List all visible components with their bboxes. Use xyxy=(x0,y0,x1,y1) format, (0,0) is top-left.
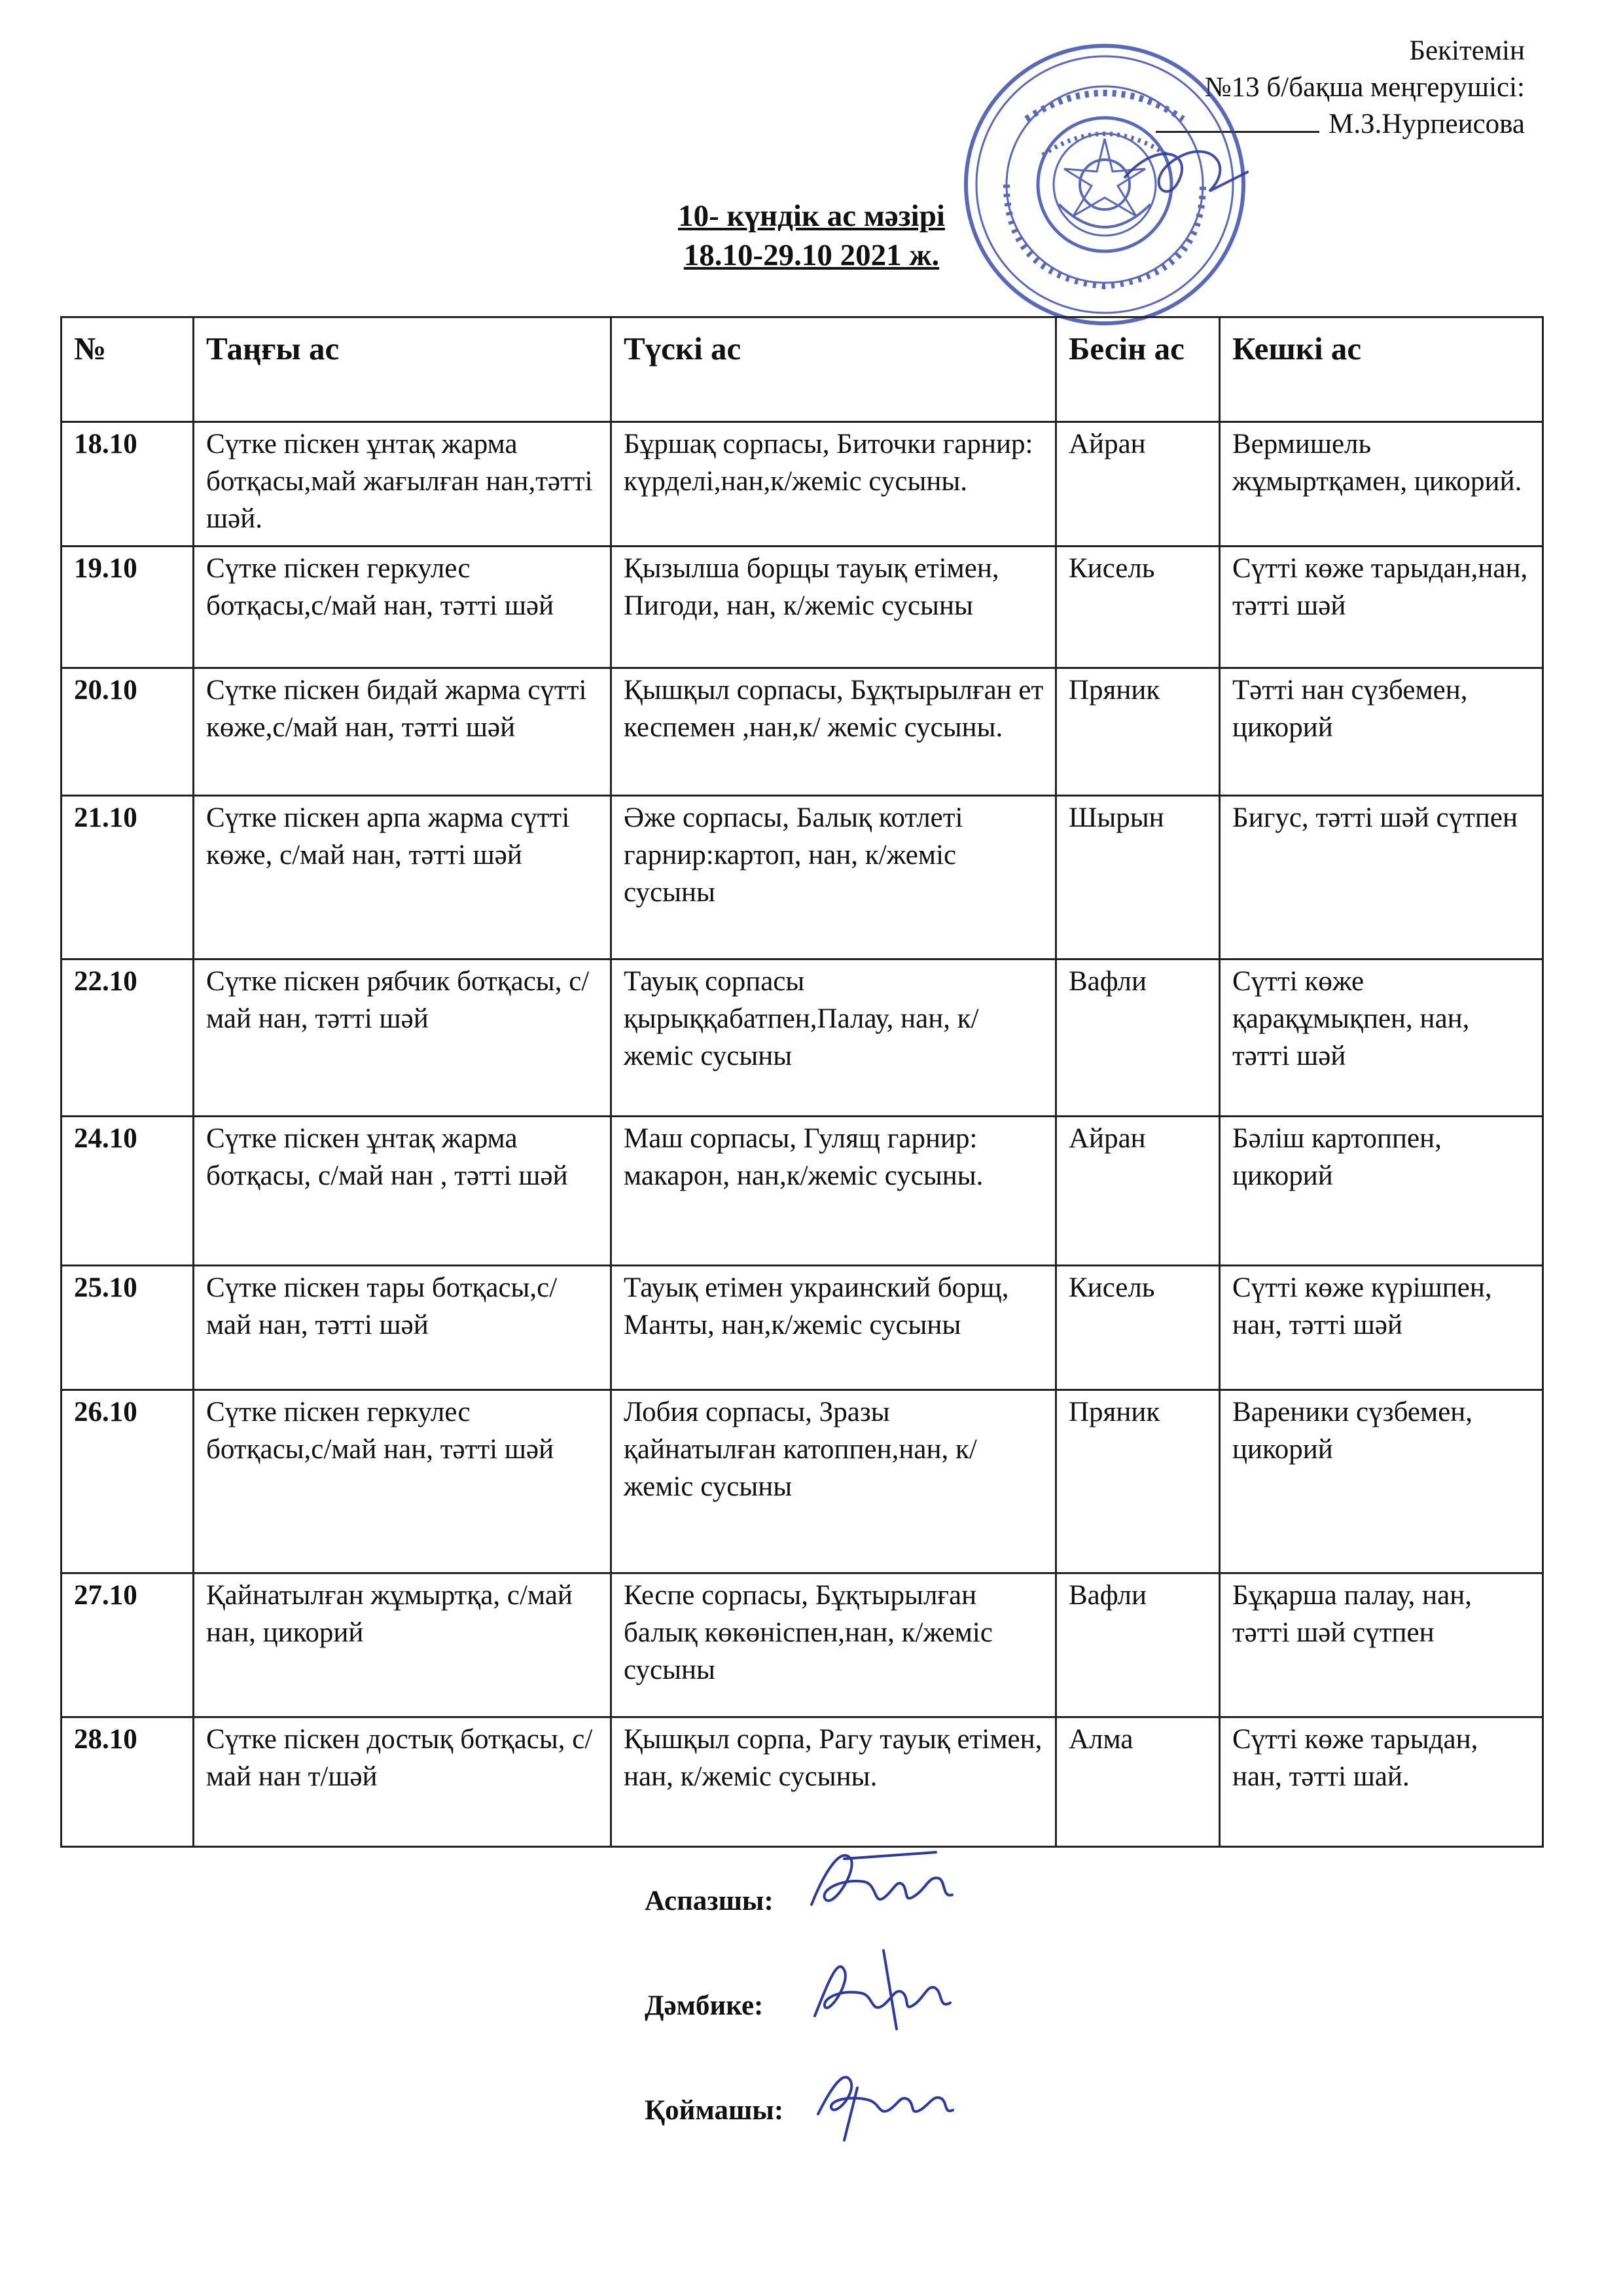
signature-nurse-row xyxy=(645,1990,783,2094)
row-dinner: Сүтті көже тарыдан, нан, тәтті шай. xyxy=(1220,1717,1543,1847)
header-lunch: Түскі ас xyxy=(611,317,1056,422)
table-row xyxy=(62,1117,1543,1266)
menu-table xyxy=(60,316,1544,1848)
row-snack: Айран xyxy=(1056,1117,1220,1266)
row-breakfast: Сүтке піскен ұнтақ жарма ботқасы, с/май нан , тәтті шәй xyxy=(194,1117,611,1266)
row-dinner: Сүтті көже күрішпен, нан, тәтті шәй xyxy=(1220,1266,1543,1390)
signature-cook-row xyxy=(645,1885,783,1990)
row-snack: Вафли xyxy=(1056,1573,1220,1717)
row-lunch: Қышқыл сорпасы, Бұқтырылған ет кеспемен ,нан,к/ жеміс сусыны. xyxy=(611,668,1056,796)
row-lunch: Маш сорпасы, Гулящ гарнир: макарон, нан,к/жеміс сусыны. xyxy=(611,1117,1056,1266)
row-dinner: Сүтті көже тарыдан,нан, тәтті шәй xyxy=(1220,547,1543,668)
row-snack: Пряник xyxy=(1056,668,1220,796)
row-breakfast: Сүтке піскен тары ботқасы,с/май нан, тәтті шәй xyxy=(194,1266,611,1390)
header-dinner: Кешкі ас xyxy=(1220,317,1543,422)
approval-name: М.З.Нурпеисова xyxy=(1329,109,1525,139)
row-dinner: Бигус, тәтті шәй сүтпен xyxy=(1220,796,1543,960)
row-date: 25.10 xyxy=(62,1266,194,1390)
signature-storekeeper-row xyxy=(645,2094,783,2199)
approval-heading: Бекітемін xyxy=(1409,35,1525,66)
row-breakfast: Сүтке піскен арпа жарма сүтті көже, с/май нан, тәтті шәй xyxy=(194,796,611,960)
row-dinner: Тәтті нан сүзбемен, цикорий xyxy=(1220,668,1543,796)
row-breakfast: Сүтке піскен бидай жарма сүтті көже,с/май нан, тәтті шәй xyxy=(194,668,611,796)
table-row xyxy=(62,668,1543,796)
row-date: 22.10 xyxy=(62,960,194,1117)
row-snack: Алма xyxy=(1056,1717,1220,1847)
table-header-row xyxy=(62,317,1543,422)
row-snack: Айран xyxy=(1056,422,1220,547)
handwritten-signature-nurse xyxy=(805,1937,955,2042)
title-menu: 10- күндік ас мәзірі xyxy=(678,199,945,233)
header-snack: Бесін ас xyxy=(1056,317,1220,422)
row-snack: Пряник xyxy=(1056,1390,1220,1573)
table-row xyxy=(62,796,1543,960)
row-date: 28.10 xyxy=(62,1717,194,1847)
title-period: 18.10-29.10 2021 ж. xyxy=(683,238,940,272)
signature-nurse-label: Дәмбике: xyxy=(645,1990,764,2021)
row-lunch: Бұршақ сорпасы, Биточки гарнир: күрделі,нан,к/жеміс сусыны. xyxy=(611,422,1056,547)
row-lunch: Кеспе сорпасы, Бұқтырылған балық көкөніспен,нан, к/жеміс сусыны xyxy=(611,1573,1056,1717)
row-date: 21.10 xyxy=(62,796,194,960)
document-title xyxy=(589,196,1034,275)
row-date: 27.10 xyxy=(62,1573,194,1717)
table-row xyxy=(62,1266,1543,1390)
row-lunch: Қышқыл сорпа, Рагу тауық етімен, нан, к/жеміс сусыны. xyxy=(611,1717,1056,1847)
row-lunch: Тауық сорпасы қырыққабатпен,Палау, нан, к/жеміс сусыны xyxy=(611,960,1056,1117)
handwritten-signature-cook xyxy=(805,1833,955,1937)
row-dinner: Бәліш картоппен, цикорий xyxy=(1220,1117,1543,1266)
header-number: № xyxy=(62,317,194,422)
row-lunch: Қызылша борщы тауық етімен, Пигоди, нан, к/жеміс сусыны xyxy=(611,547,1056,668)
table-row xyxy=(62,1390,1543,1573)
row-snack: Шырын xyxy=(1056,796,1220,960)
table-row xyxy=(62,422,1543,547)
row-dinner: Сүтті көже қарақұмықпен, нан, тәтті шәй xyxy=(1220,960,1543,1117)
row-snack: Кисель xyxy=(1056,1266,1220,1390)
row-lunch: Лобия сорпасы, Зразы қайнатылған катоппен,нан, к/жеміс сусыны xyxy=(611,1390,1056,1573)
table-row xyxy=(62,960,1543,1117)
handwritten-signature-storekeeper xyxy=(805,2042,955,2147)
row-date: 26.10 xyxy=(62,1390,194,1573)
row-date: 24.10 xyxy=(62,1117,194,1266)
table-row xyxy=(62,1573,1543,1717)
approval-position: №13 б/бақша меңгерушісі: xyxy=(1204,72,1525,103)
row-snack: Кисель xyxy=(1056,547,1220,668)
row-breakfast: Сүтке піскен ұнтақ жарма ботқасы,май жағылған нан,тәтті шәй. xyxy=(194,422,611,547)
table-row xyxy=(62,547,1543,668)
row-breakfast: Сүтке піскен геркулес ботқасы,с/май нан, тәтті шәй xyxy=(194,547,611,668)
signature-storekeeper-label: Қоймашы: xyxy=(645,2095,784,2126)
table-row xyxy=(62,1717,1543,1847)
row-breakfast: Сүтке піскен геркулес ботқасы,с/май нан, тәтті шәй xyxy=(194,1390,611,1573)
signature-block xyxy=(645,1885,783,2199)
row-breakfast: Сүтке піскен рябчик ботқасы, с/май нан, тәтті шәй xyxy=(194,960,611,1117)
row-dinner: Вермишель жұмыртқамен, цикорий. xyxy=(1220,422,1543,547)
row-date: 19.10 xyxy=(62,547,194,668)
row-lunch: Әже сорпасы, Балық котлеті гарнир:картоп, нан, к/жеміс сусыны xyxy=(611,796,1056,960)
row-lunch: Тауық етімен украинский борщ, Манты, нан,к/жеміс сусыны xyxy=(611,1266,1056,1390)
row-date: 18.10 xyxy=(62,422,194,547)
header-breakfast: Таңғы ас xyxy=(194,317,611,422)
signature-cook-label: Аспазшы: xyxy=(645,1886,774,1916)
row-date: 20.10 xyxy=(62,668,194,796)
official-stamp-seal xyxy=(961,41,1249,329)
row-snack: Вафли xyxy=(1056,960,1220,1117)
row-breakfast: Қайнатылған жұмыртқа, с/май нан, цикорий xyxy=(194,1573,611,1717)
row-breakfast: Сүтке піскен достық ботқасы, с/май нан т/шәй xyxy=(194,1717,611,1847)
row-dinner: Вареники сүзбемен, цикорий xyxy=(1220,1390,1543,1573)
row-dinner: Бұқарша палау, нан, тәтті шәй сүтпен xyxy=(1220,1573,1543,1717)
